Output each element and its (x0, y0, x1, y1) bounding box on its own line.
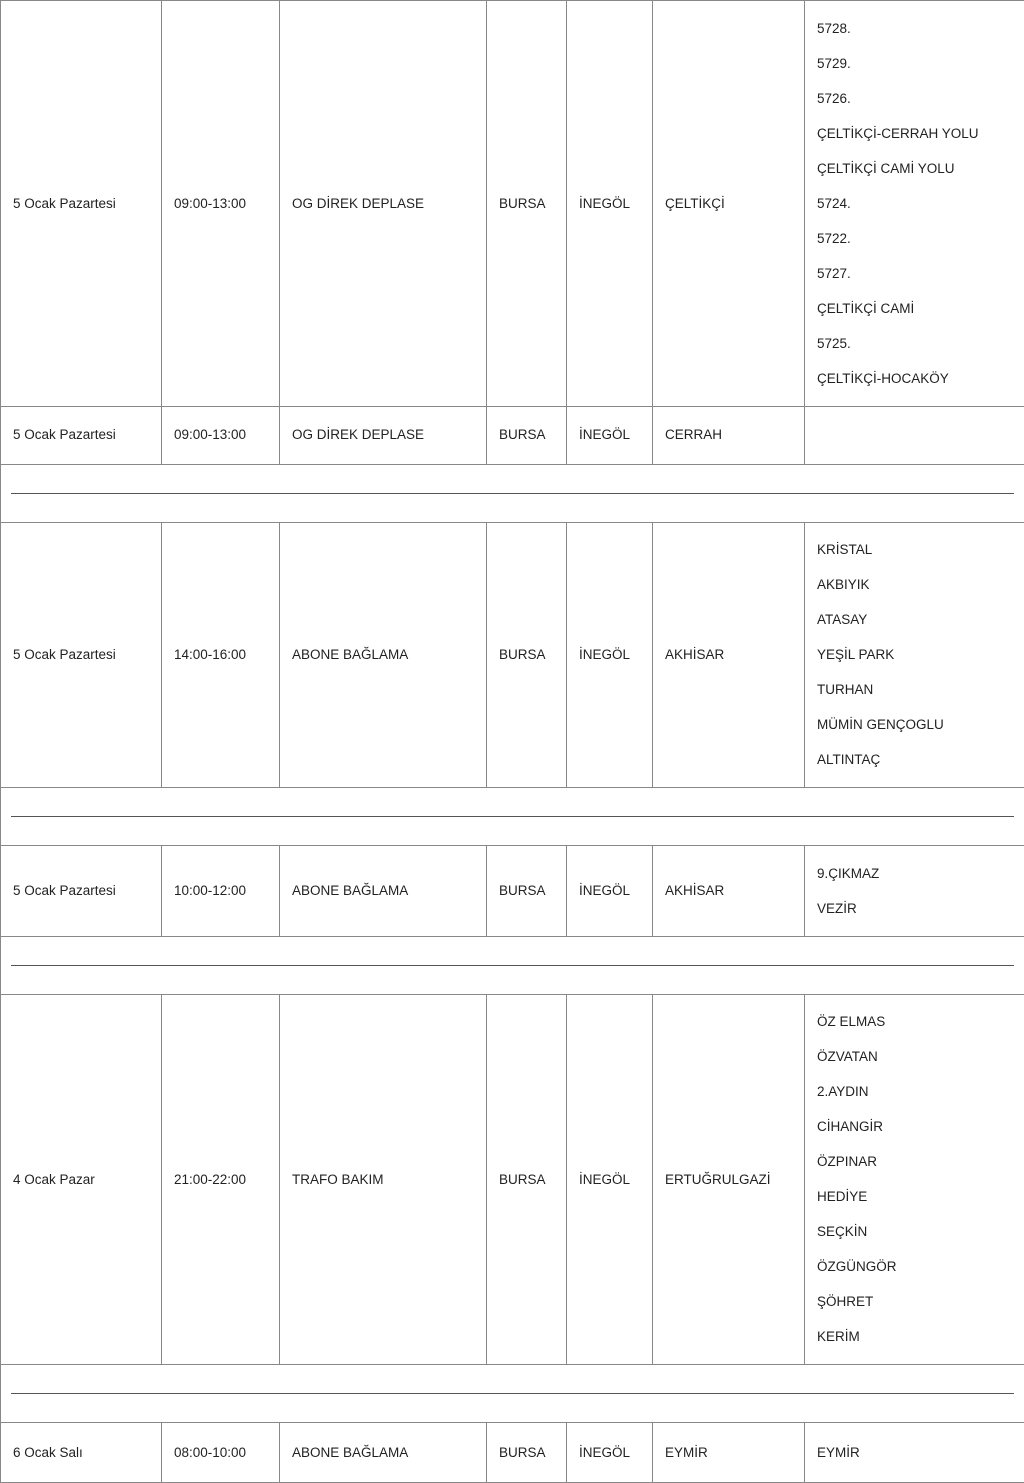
neighborhood-cell: ERTUĞRULGAZİ (653, 994, 805, 1365)
street-item: HEDİYE (817, 1188, 1012, 1206)
divider (11, 965, 1014, 966)
time-cell: 10:00-12:00 (162, 846, 280, 937)
street-item: ÖZPINAR (817, 1153, 1012, 1171)
separator-cell (1, 1365, 1024, 1423)
separator-row (1, 936, 1024, 994)
street-item: 5725. (817, 335, 1012, 353)
reason-cell: OG DİREK DEPLASE (280, 1, 487, 407)
district-cell: İNEGÖL (567, 522, 653, 788)
table-row (1, 846, 1024, 937)
date-cell: 4 Ocak Pazar (1, 994, 162, 1365)
reason-cell: ABONE BAĞLAMA (280, 1423, 487, 1483)
time-cell: 09:00-13:00 (162, 406, 280, 464)
table-row (1, 1, 1024, 407)
city-cell: BURSA (487, 994, 567, 1365)
street-item: 5729. (817, 55, 1012, 73)
street-item: KRİSTAL (817, 541, 1012, 559)
streets-cell (805, 846, 1024, 937)
reason-cell: ABONE BAĞLAMA (280, 522, 487, 788)
streets-cell (805, 522, 1024, 788)
street-item: 5724. (817, 195, 1012, 213)
street-item: KERİM (817, 1328, 1012, 1346)
street-item: ÖZVATAN (817, 1048, 1012, 1066)
street-item: 2.AYDIN (817, 1083, 1012, 1101)
time-cell: 14:00-16:00 (162, 522, 280, 788)
city-cell: BURSA (487, 406, 567, 464)
street-item: MÜMİN GENÇOGLU (817, 716, 1012, 734)
street-item: 5726. (817, 90, 1012, 108)
table-row (1, 994, 1024, 1365)
district-cell: İNEGÖL (567, 1423, 653, 1483)
street-item: CİHANGİR (817, 1118, 1012, 1136)
time-cell: 08:00-10:00 (162, 1423, 280, 1483)
streets-cell (805, 994, 1024, 1365)
divider (11, 816, 1014, 817)
table-row (1, 406, 1024, 464)
neighborhood-cell: CERRAH (653, 406, 805, 464)
neighborhood-cell: EYMİR (653, 1423, 805, 1483)
street-item: 5728. (817, 20, 1012, 38)
city-cell: BURSA (487, 1423, 567, 1483)
date-cell: 5 Ocak Pazartesi (1, 522, 162, 788)
street-item: ÖZ ELMAS (817, 1013, 1012, 1031)
district-cell: İNEGÖL (567, 1, 653, 407)
date-cell: 5 Ocak Pazartesi (1, 406, 162, 464)
street-item: 5722. (817, 230, 1012, 248)
streets-cell (805, 406, 1024, 464)
separator-row (1, 788, 1024, 846)
date-cell: 5 Ocak Pazartesi (1, 846, 162, 937)
reason-cell: TRAFO BAKIM (280, 994, 487, 1365)
street-item: ÇELTİKÇİ CAMİ (817, 300, 1012, 318)
time-cell: 21:00-22:00 (162, 994, 280, 1365)
reason-cell: OG DİREK DEPLASE (280, 406, 487, 464)
separator-cell (1, 788, 1024, 846)
district-cell: İNEGÖL (567, 994, 653, 1365)
street-item: 9.ÇIKMAZ (817, 865, 1012, 883)
street-item: ÇELTİKÇİ CAMİ YOLU (817, 160, 1012, 178)
streets-cell (805, 1, 1024, 407)
district-cell: İNEGÖL (567, 846, 653, 937)
street-item: EYMİR (817, 1444, 1012, 1462)
neighborhood-cell: AKHİSAR (653, 846, 805, 937)
time-cell: 09:00-13:00 (162, 1, 280, 407)
divider (11, 1393, 1014, 1394)
date-cell: 5 Ocak Pazartesi (1, 1, 162, 407)
separator-row (1, 464, 1024, 522)
separator-cell (1, 464, 1024, 522)
separator-cell (1, 936, 1024, 994)
neighborhood-cell: AKHİSAR (653, 522, 805, 788)
date-cell: 6 Ocak Salı (1, 1423, 162, 1483)
district-cell: İNEGÖL (567, 406, 653, 464)
street-item: ÇELTİKÇİ-HOCAKÖY (817, 370, 1012, 388)
city-cell: BURSA (487, 522, 567, 788)
street-item: ATASAY (817, 611, 1012, 629)
street-item: ÖZGÜNGÖR (817, 1258, 1012, 1276)
street-item: YEŞİL PARK (817, 646, 1012, 664)
street-item: TURHAN (817, 681, 1012, 699)
street-item: ÇELTİKÇİ-CERRAH YOLU (817, 125, 1012, 143)
streets-cell (805, 1423, 1024, 1483)
table-row (1, 522, 1024, 788)
table-row (1, 1423, 1024, 1483)
street-item: VEZİR (817, 900, 1012, 918)
street-item: 5727. (817, 265, 1012, 283)
neighborhood-cell: ÇELTİKÇİ (653, 1, 805, 407)
street-item: ALTINTAÇ (817, 751, 1012, 769)
divider (11, 493, 1014, 494)
city-cell: BURSA (487, 846, 567, 937)
reason-cell: ABONE BAĞLAMA (280, 846, 487, 937)
street-item: SEÇKİN (817, 1223, 1012, 1241)
street-item: ŞÖHRET (817, 1293, 1012, 1311)
city-cell: BURSA (487, 1, 567, 407)
street-item: AKBIYIK (817, 576, 1012, 594)
separator-row (1, 1365, 1024, 1423)
